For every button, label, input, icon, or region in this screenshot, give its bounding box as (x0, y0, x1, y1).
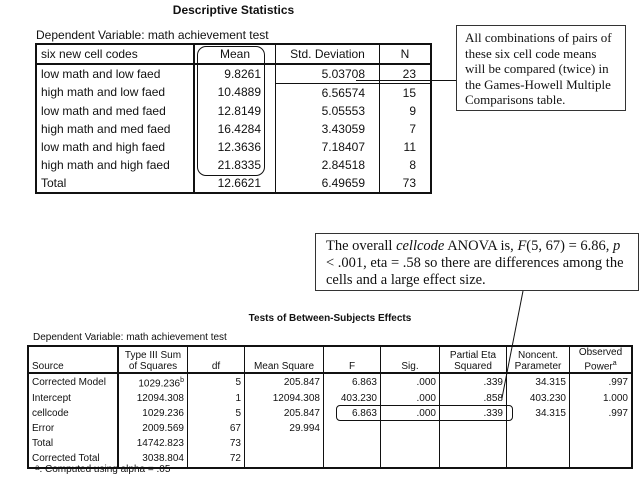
footnote-text: Computed using alpha = .05 (45, 464, 171, 475)
header-f: F (324, 346, 381, 373)
table-row (28, 422, 632, 437)
noncent-value: 34.315 (507, 407, 570, 422)
annotation-box-means (456, 25, 626, 111)
between-title: Tests of Between-Subjects Effects (248, 313, 412, 324)
row-source: Error (28, 422, 118, 437)
ms-value: 12094.308 (245, 392, 324, 407)
sig-value: .000 (381, 392, 440, 407)
noncent-value: 403.230 (507, 392, 570, 407)
sd-value: 3.43059 (276, 120, 380, 138)
footnote: $^a$. Computed using alpha = .05 (35, 463, 171, 475)
sd-value: 6.49659 (276, 174, 380, 193)
power-value (570, 437, 633, 452)
mean-value: 12.3636 (194, 138, 276, 156)
annotation-text: ANOVA is, (444, 238, 518, 254)
row-source: cellcode (28, 407, 118, 422)
power-value: .997 (608, 376, 628, 388)
between-dependent-variable: Dependent Variable: math achievement test (33, 332, 227, 343)
ss-value: 14742.823 (118, 437, 188, 452)
power-value: 1.000 (602, 393, 628, 405)
df-value: 73 (188, 437, 245, 452)
f-value: 6.863 (324, 373, 381, 391)
ss-value: 1029.236 (118, 407, 188, 422)
annotation-italic-cellcode: cellcode (396, 238, 445, 254)
sig-value (381, 422, 440, 437)
power-value (570, 422, 633, 437)
ss-value: 2009.569 (118, 422, 188, 437)
eta-value (440, 452, 507, 468)
df-value: 5 (188, 373, 245, 391)
row-source: Corrected Model (28, 373, 118, 391)
mean-value: 12.8149 (194, 102, 276, 120)
n-value: 23 (380, 64, 432, 84)
table-row (28, 437, 632, 452)
table-row-total (36, 174, 431, 193)
noncent-value: 34.315 (507, 373, 570, 391)
row-label: Total (36, 174, 194, 193)
header-mean-square: Mean Square (245, 346, 324, 373)
ss-value: 12094.308 (118, 392, 188, 407)
mean-value: 9.8261 (194, 64, 276, 84)
header-mean: Mean (194, 44, 276, 64)
annotation-text: All combinations of pairs of these six cell code means will be compared (twice) in the Games-Howell Multiple Comparisons table. (465, 30, 612, 107)
df-value: 67 (188, 422, 245, 437)
row-label: high math and high faed (36, 156, 194, 174)
footnote-marker: a (35, 463, 40, 472)
sig-value: .000 (381, 407, 440, 422)
header-n: N (380, 44, 432, 64)
header-cell-codes: six new cell codes (36, 44, 194, 64)
table-row (28, 392, 632, 407)
mean-value: 12.6621 (194, 174, 276, 193)
header-std-deviation: Std. Deviation (276, 44, 380, 64)
mean-column-highlight (197, 46, 265, 176)
f-value (324, 422, 381, 437)
annotation-text: (5, 67) = 6.86, (526, 238, 614, 254)
table-row (28, 373, 632, 391)
ms-value: 205.847 (245, 407, 324, 422)
df-value: 5 (188, 407, 245, 422)
f-value: 6.863 (324, 407, 381, 422)
ms-value: 29.994 (245, 422, 324, 437)
row-label: high math and low faed (36, 84, 194, 103)
ss-value: 3038.804 (118, 452, 188, 468)
header-sig: Sig. (381, 346, 440, 373)
f-value (324, 437, 381, 452)
row-label: low math and high faed (36, 138, 194, 156)
row-source: Intercept (28, 392, 118, 407)
annotation1-connector-line (356, 80, 456, 81)
eta-value: .339 (440, 407, 507, 422)
n-value: 8 (409, 157, 416, 172)
cellcode-result-highlight (336, 405, 513, 421)
table-row-cellcode (28, 407, 632, 422)
annotation-italic-p: p (613, 238, 621, 254)
header-noncent: Noncent. Parameter (507, 346, 570, 373)
eta-value (440, 437, 507, 452)
ms-value (245, 437, 324, 452)
n-value: 73 (402, 175, 416, 190)
mean-value: 21.8335 (194, 156, 276, 174)
table-header-row (28, 346, 632, 373)
sd-value: 7.18407 (276, 138, 380, 156)
mean-value: 16.4284 (194, 120, 276, 138)
mean-value: 10.4889 (194, 84, 276, 103)
sig-value (381, 437, 440, 452)
sd-value: 2.84518 (276, 156, 380, 174)
power-value (570, 452, 633, 468)
row-label: low math and low faed (36, 64, 194, 84)
df-value: 72 (188, 452, 245, 468)
f-value (324, 452, 381, 468)
header-sum-of-squares: Type III Sum of Squares (118, 346, 188, 373)
noncent-value (507, 437, 570, 452)
sig-value (381, 452, 440, 468)
n-value: 11 (403, 139, 416, 154)
ss-value: 1029.236$^b$ (118, 373, 188, 391)
descriptive-title: Descriptive Statistics (172, 3, 295, 17)
n-value: 15 (402, 85, 416, 100)
header-df: df (188, 346, 245, 373)
eta-value: .858 (440, 392, 507, 407)
annotation-text: < .001, eta = .58 so there are differences among the cells and a large effect size. (326, 255, 624, 288)
annotation-text: The overall (326, 238, 397, 254)
ms-value (245, 452, 324, 468)
eta-value: .339 (440, 373, 507, 391)
n-value: 7 (409, 121, 416, 136)
between-subjects-table (27, 345, 633, 469)
noncent-value (507, 452, 570, 468)
header-source: Source (28, 346, 118, 373)
descriptive-dependent-variable: Dependent Variable: math achievement test (36, 28, 269, 42)
header-observed-power: Observed Power$^a$ (570, 346, 633, 373)
row-label: low math and med faed (36, 102, 194, 120)
header-partial-eta: Partial Eta Squared (440, 346, 507, 373)
sd-value: 5.03708 (276, 64, 380, 84)
row-label: high math and med faed (36, 120, 194, 138)
power-value: .997 (608, 408, 628, 420)
f-value: 403.230 (324, 392, 381, 407)
annotation-box-anova (315, 233, 639, 291)
row-source: Total (28, 437, 118, 452)
noncent-value (507, 422, 570, 437)
eta-value (440, 422, 507, 437)
n-value: 9 (409, 103, 416, 118)
ms-value: 205.847 (245, 373, 324, 391)
row-source: Corrected Total (28, 452, 118, 468)
df-value: 1 (188, 392, 245, 407)
sig-value: .000 (381, 373, 440, 391)
annotation-italic-f: F (517, 238, 527, 254)
sd-value: 6.56574 (276, 84, 380, 103)
sd-value: 5.05553 (276, 102, 380, 120)
